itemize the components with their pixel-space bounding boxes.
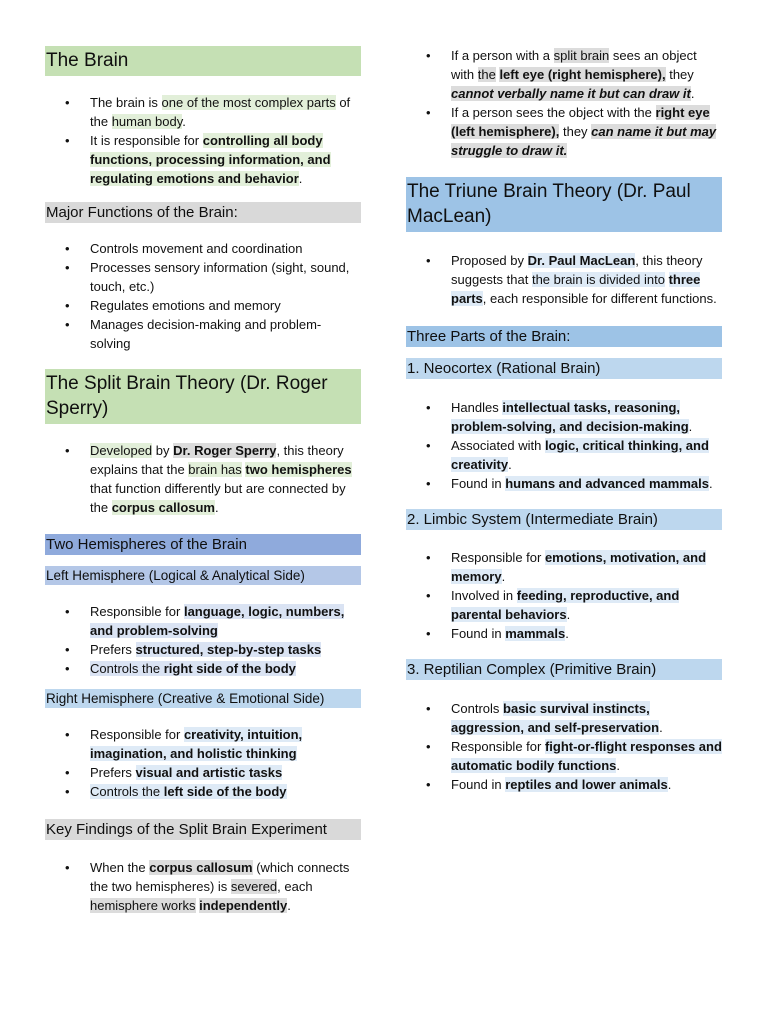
- list-item: • Found in reptiles and lower animals.: [426, 777, 672, 792]
- list-item: • Prefers visual and artistic tasks: [65, 765, 283, 780]
- list-item: • The brain is one of the most complex parts of the human body.: [65, 95, 351, 129]
- list-item: • If a person sees the object with the right eye (left hemisphere), they can name it but may struggle to draw it.: [426, 105, 717, 158]
- list-item: • Controls the right side of the body: [65, 661, 296, 676]
- subsection-title-right-hemisphere: Right Hemisphere (Creative & Emotional Side): [45, 689, 361, 708]
- left-column: [45, 0, 361, 915]
- section-title-key-findings: Key Findings of the Split Brain Experiment: [45, 819, 361, 840]
- split-observations-list: [406, 46, 722, 160]
- section-title-triune-brain: The Triune Brain Theory (Dr. Paul MacLean): [406, 177, 722, 232]
- triune-list: [406, 251, 722, 308]
- section-title-split-brain: The Split Brain Theory (Dr. Roger Sperry): [45, 369, 361, 424]
- list-item: • Regulates emotions and memory: [65, 298, 281, 313]
- section-title-two-hemispheres: Two Hemispheres of the Brain: [45, 534, 361, 555]
- list-item: • Controls movement and coordination: [65, 241, 303, 256]
- right-column: [406, 0, 722, 794]
- list-item: • Handles intellectual tasks, reasoning, problem-solving, and decision-making.: [426, 400, 693, 434]
- neocortex-list: [406, 398, 722, 493]
- list-item: • Responsible for emotions, motivation, and memory.: [426, 550, 707, 584]
- list-item: • Responsible for creativity, intuition, imagination, and holistic thinking: [65, 727, 303, 761]
- split-brain-list: [45, 441, 361, 517]
- brain-list: [45, 93, 361, 188]
- list-item: • Associated with logic, critical thinking, and creativity.: [426, 438, 709, 472]
- list-item: • Found in mammals.: [426, 626, 569, 641]
- limbic-list: [406, 548, 722, 643]
- major-functions-list: [45, 239, 361, 353]
- list-item: • Found in humans and advanced mammals.: [426, 476, 713, 491]
- list-item: • Responsible for fight-or-flight responses and automatic bodily functions.: [426, 739, 722, 773]
- left-hemisphere-list: [45, 602, 361, 678]
- key-findings-list: [45, 858, 361, 915]
- section-title-major-functions: Major Functions of the Brain:: [45, 202, 361, 223]
- subsection-title-left-hemisphere: Left Hemisphere (Logical & Analytical Side): [45, 566, 361, 585]
- list-item: • Processes sensory information (sight, sound, touch, etc.): [65, 260, 350, 294]
- subsection-title-neocortex: 1. Neocortex (Rational Brain): [406, 358, 722, 379]
- list-item: • Controls the left side of the body: [65, 784, 287, 799]
- list-item: • Involved in feeding, reproductive, and parental behaviors.: [426, 588, 680, 622]
- list-item: • Responsible for language, logic, numbers, and problem-solving: [65, 604, 345, 638]
- list-item: • Proposed by Dr. Paul MacLean, this theory suggests that the brain is divided into three parts, each responsible for different functions.: [426, 253, 717, 306]
- section-title-the-brain: The Brain: [45, 46, 361, 76]
- list-item: • Prefers structured, step-by-step tasks: [65, 642, 322, 657]
- right-hemisphere-list: [45, 725, 361, 801]
- list-item: • Controls basic survival instincts, aggression, and self-preservation.: [426, 701, 663, 735]
- section-title-three-parts: Three Parts of the Brain:: [406, 326, 722, 347]
- subsection-title-reptilian-complex: 3. Reptilian Complex (Primitive Brain): [406, 659, 722, 680]
- list-item: • It is responsible for controlling all body functions, processing information, and regulating emotions and behavior.: [65, 133, 331, 186]
- list-item: • Developed by Dr. Roger Sperry, this theory explains that the brain has two hemispheres that function differently but are connected by the corpus callosum.: [65, 443, 352, 515]
- list-item: • Manages decision-making and problem-solving: [65, 317, 322, 351]
- list-item: • If a person with a split brain sees an object with the left eye (right hemisphere), they cannot verbally name it but can draw it.: [426, 48, 697, 101]
- reptilian-list: [406, 699, 722, 794]
- subsection-title-limbic-system: 2. Limbic System (Intermediate Brain): [406, 509, 722, 530]
- list-item: • When the corpus callosum (which connects the two hemispheres) is severed, each hemisphere works independently.: [65, 860, 350, 913]
